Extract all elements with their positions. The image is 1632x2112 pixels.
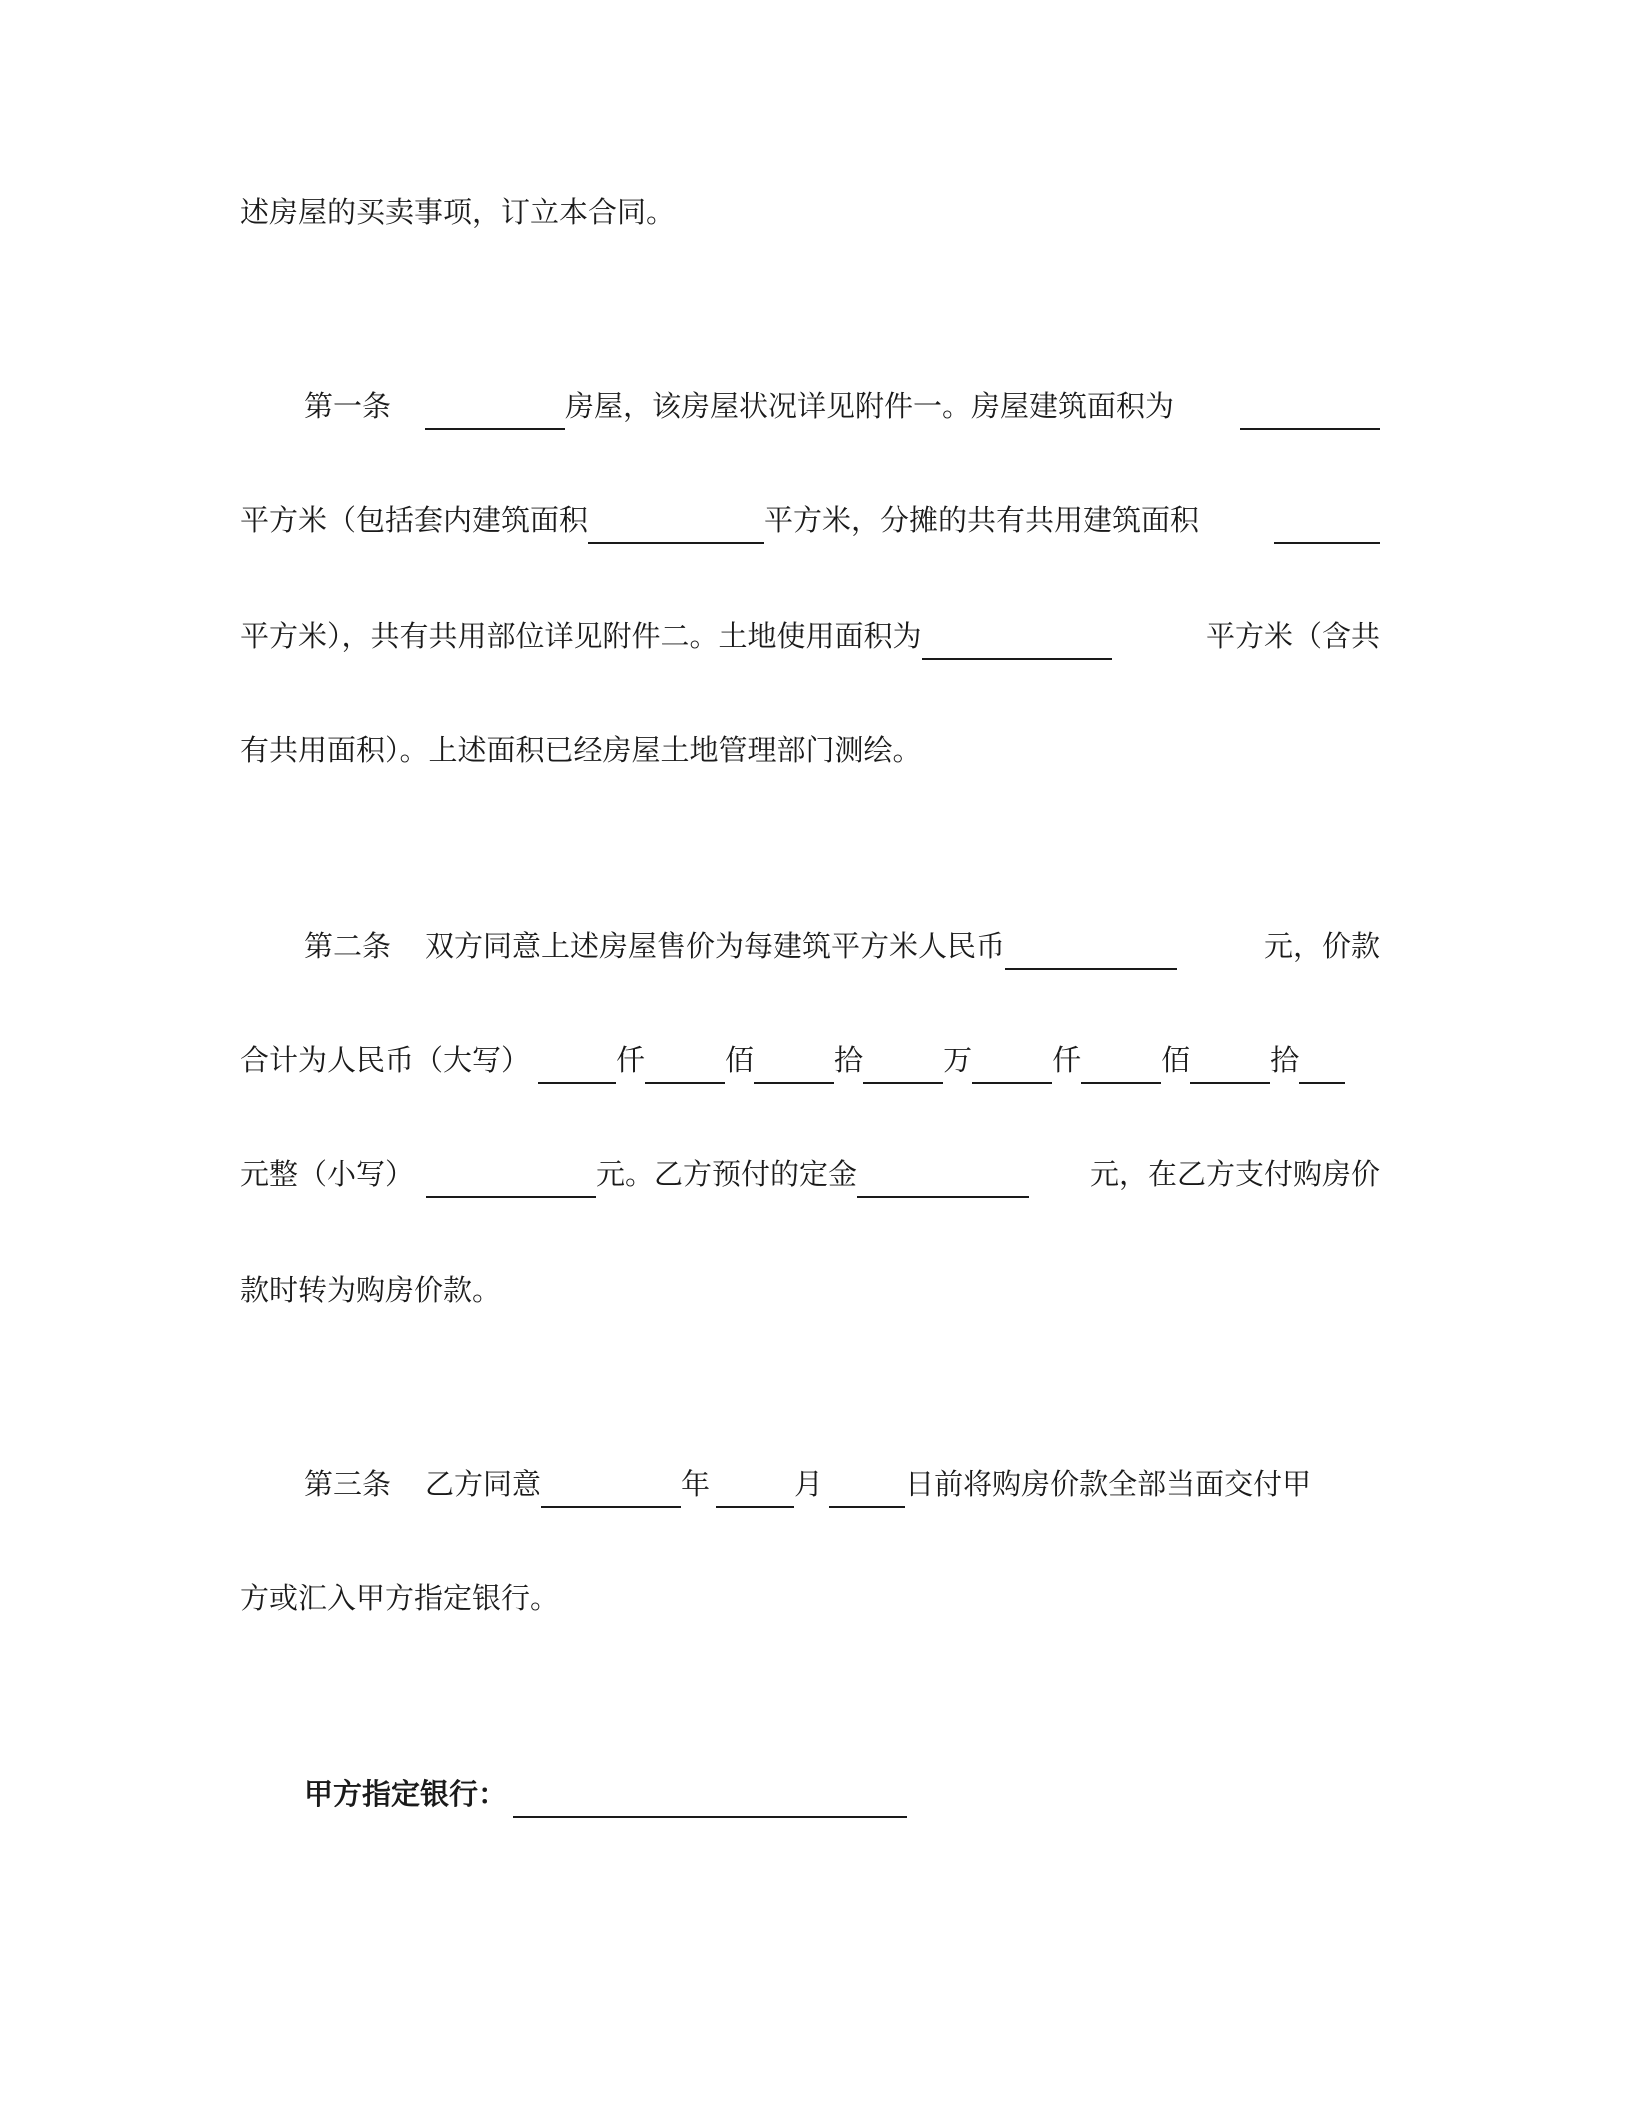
article2-line4 <box>240 1266 1380 1314</box>
article2-line4-text: 款时转为购房价款。 <box>240 1273 502 1307</box>
amount-blank-5[interactable] <box>972 1044 1052 1084</box>
article2-unit-price-blank[interactable] <box>1005 930 1177 970</box>
amount-blank-2[interactable] <box>645 1044 725 1084</box>
article3-line1-text-b: 日前将购房价款全部当面交付甲 <box>905 1467 1312 1501</box>
article2-line1 <box>304 922 1380 970</box>
article1-land-area-blank[interactable] <box>922 620 1112 660</box>
article2-line1-text-a: 双方同意上述房屋售价为每建筑平方米人民币 <box>425 929 1006 963</box>
article3-month: 月 <box>794 1467 824 1501</box>
article1-house-blank[interactable] <box>425 390 565 430</box>
article3-line2-text: 方或汇入甲方指定银行。 <box>240 1581 560 1615</box>
intro-line <box>240 188 1380 236</box>
payment-year-blank[interactable] <box>541 1468 681 1508</box>
amount-unit-5: 仟 <box>1052 1043 1082 1077</box>
bank-line <box>304 1770 1380 1818</box>
article2-line1-text-b: 元，价款 <box>1263 929 1380 963</box>
article1-line4-text: 有共用面积）。上述面积已经房屋土地管理部门测绘。 <box>240 733 922 767</box>
amount-blank-4[interactable] <box>863 1044 943 1084</box>
amount-numeric-blank[interactable] <box>426 1158 596 1198</box>
article1-line1-text: 房屋，该房屋状况详见附件一。房屋建筑面积为 <box>565 389 1175 423</box>
amount-unit-7: 拾 <box>1270 1043 1300 1077</box>
article1-line3 <box>240 612 1380 660</box>
article3-line1 <box>304 1460 1380 1508</box>
payment-month-blank[interactable] <box>716 1468 794 1508</box>
amount-unit-6: 佰 <box>1161 1043 1191 1077</box>
amount-unit-3: 拾 <box>834 1043 864 1077</box>
article2-line2 <box>240 1036 1380 1084</box>
article2-line3-text-b: 元。乙方预付的定金 <box>596 1157 858 1191</box>
intro-text: 述房屋的买卖事项，订立本合同。 <box>240 195 676 229</box>
payment-day-blank[interactable] <box>829 1468 905 1508</box>
amount-blank-8[interactable] <box>1299 1044 1345 1084</box>
article1-shared-area-blank[interactable] <box>1274 504 1380 544</box>
article2-line3-text-a: 元整（小写） <box>240 1157 415 1191</box>
article1-line2 <box>240 496 1380 544</box>
article1-line2-text-b: 平方米，分摊的共有共用建筑面积 <box>764 503 1200 537</box>
article1-line3-text-b: 平方米（含共 <box>1205 619 1380 653</box>
amount-unit-1: 仟 <box>616 1043 646 1077</box>
article2-line2-text: 合计为人民币（大写） <box>240 1043 531 1077</box>
amount-blank-6[interactable] <box>1081 1044 1161 1084</box>
deposit-blank[interactable] <box>857 1158 1029 1198</box>
article1-line4 <box>240 726 1380 774</box>
article1-floor-area-blank[interactable] <box>1240 390 1380 430</box>
article2-label: 第二条 <box>304 929 392 963</box>
amount-unit-4: 万 <box>943 1043 973 1077</box>
article1-line3-text-a: 平方米），共有共用部位详见附件二。土地使用面积为 <box>240 619 922 653</box>
article3-year: 年 <box>681 1467 711 1501</box>
article3-line2 <box>240 1574 1380 1622</box>
amount-blank-7[interactable] <box>1190 1044 1270 1084</box>
amount-blank-1[interactable] <box>538 1044 616 1084</box>
bank-label: 甲方指定银行： <box>304 1777 508 1811</box>
article3-label: 第三条 <box>304 1467 392 1501</box>
amount-unit-2: 佰 <box>725 1043 755 1077</box>
article1-line1 <box>304 382 1380 430</box>
article3-line1-text-a: 乙方同意 <box>425 1467 542 1501</box>
article2-line3-text-c: 元，在乙方支付购房价 <box>1089 1157 1380 1191</box>
article1-inner-area-blank[interactable] <box>588 504 764 544</box>
article1-line2-text-a: 平方米（包括套内建筑面积 <box>240 503 589 537</box>
article1-label: 第一条 <box>304 389 392 423</box>
bank-name-blank[interactable] <box>513 1778 907 1818</box>
article2-line3 <box>240 1150 1380 1198</box>
amount-blank-3[interactable] <box>754 1044 834 1084</box>
